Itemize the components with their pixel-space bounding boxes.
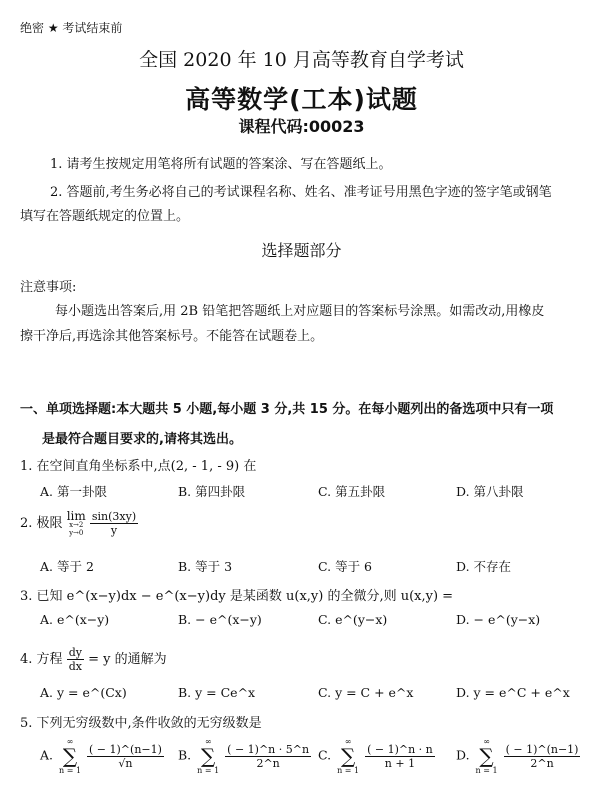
sum-upper: ∞ [483, 737, 490, 746]
fraction-numerator: dy [68, 646, 82, 659]
sum-upper: ∞ [66, 737, 74, 746]
sigma-symbol: ∞ ∑ n = 1 [59, 737, 82, 775]
sum-upper: ∞ [344, 737, 352, 746]
term-denominator: √n [118, 756, 133, 770]
q3-option-b: B. − e^(x−y) [178, 612, 262, 627]
q4-prefix: 4. 方程 [20, 652, 63, 667]
option-label: A. [40, 747, 54, 763]
limit-operator [66, 508, 86, 537]
q1-option-d: D. 第八卦限 [456, 484, 524, 499]
sum-lower: n = 1 [475, 766, 498, 775]
q2-option-b: B. 等于 3 [178, 559, 233, 574]
option-label: C. [318, 747, 332, 763]
exam-title: 全国 2020 年 10 月高等教育自学考试 [139, 49, 464, 71]
instruction-2-line2: 填写在答题纸规定的位置上。 [20, 209, 190, 224]
q4-option-a: A. y = e^(Cx) [40, 685, 127, 700]
q2-prefix: 2. 极限 [20, 516, 63, 531]
option-label: B. [178, 747, 192, 763]
series-term [87, 743, 164, 770]
series-term [504, 743, 581, 770]
notice-line2: 擦干净后,再选涂其他答案标号。不能答在试题卷上。 [20, 329, 324, 344]
series-term [365, 743, 435, 770]
question-5-stem: 5. 下列无穷级数中,条件收敛的无穷级数是 [20, 716, 262, 731]
q3-option-c: C. e^(y−x) [318, 612, 388, 627]
q2-option-c: C. 等于 6 [318, 559, 372, 574]
confidential-mark: 绝密 ★ 考试结束前 [20, 21, 123, 35]
question-2-stem [20, 510, 138, 537]
limit-sub-y: y→0 [69, 528, 84, 537]
section-title: 选择题部分 [261, 241, 342, 260]
limit-sub-x: x→2 [69, 520, 84, 529]
q4-option-b: B. y = Ce^x [178, 685, 256, 700]
sigma-symbol: ∞ ∑ n = 1 [337, 737, 360, 775]
question-4-stem [20, 646, 167, 673]
q2-option-a: A. 等于 2 [40, 559, 94, 574]
sum-lower: n = 1 [59, 766, 82, 775]
q4-option-d: D. y = e^C + e^x [456, 685, 570, 700]
option-label: D. [456, 747, 470, 763]
part1-heading-line1: 一、单项选择题:本大题共 5 小题,每小题 3 分,共 15 分。在每小题列出的备选项中只有一项 [20, 402, 554, 417]
term-denominator: 2^n [256, 756, 280, 770]
term-numerator: ( − 1)^(n−1) [89, 742, 162, 756]
sigma-symbol: ∞ ∑ n = 1 [475, 737, 498, 775]
instruction-1: 1. 请考生按规定用笔将所有试题的答案涂、写在答题纸上。 [50, 157, 392, 172]
fraction-denominator: dx [68, 660, 82, 673]
q4-option-c: C. y = C + e^x [318, 685, 414, 700]
term-numerator: ( − 1)^(n−1) [505, 742, 579, 756]
sigma-symbol: ∞ ∑ n = 1 [197, 737, 220, 775]
fraction-numerator: sin(3xy) [91, 510, 137, 523]
limit-fraction [90, 510, 138, 537]
fraction-denominator: y [110, 524, 118, 537]
course-code: 课程代码:00023 [238, 117, 365, 136]
q1-option-a: A. 第一卦限 [40, 484, 107, 499]
q5-option-d [456, 737, 580, 775]
subject-title: 高等数学(工本)试题 [185, 85, 418, 114]
derivative-fraction [67, 646, 84, 673]
q5-option-c [318, 737, 435, 775]
q4-suffix: = y 的通解为 [88, 652, 167, 667]
q3-option-a: A. e^(x−y) [40, 612, 110, 627]
term-numerator: ( − 1)^n · n [367, 742, 433, 756]
question-1-stem: 1. 在空间直角坐标系中,点(2, - 1, - 9) 在 [20, 459, 257, 474]
instruction-2-line1: 2. 答题前,考生务必将自己的考试课程名称、姓名、准考证号用黑色字迹的签字笔或钢笔 [50, 185, 552, 200]
notice-line1: 每小题选出答案后,用 2B 铅笔把答题纸上对应题目的答案标号涂黑。如需改动,用橡皮 [55, 304, 545, 319]
part1-heading-line2: 是最符合题目要求的,请将其选出。 [42, 432, 242, 447]
q1-option-c: C. 第五卦限 [318, 484, 386, 499]
term-numerator: ( − 1)^n · 5^n [227, 742, 310, 756]
term-denominator: n + 1 [384, 756, 416, 770]
sum-lower: n = 1 [197, 766, 220, 775]
q5-option-a [40, 737, 164, 775]
sum-lower: n = 1 [337, 766, 360, 775]
question-3-stem: 3. 已知 e^(x−y)dx − e^(x−y)dy 是某函数 u(x,y) 的全微分,则 u(x,y) = [20, 589, 454, 604]
q5-option-b [178, 737, 311, 775]
series-term [225, 743, 311, 770]
q2-option-d: D. 不存在 [456, 559, 512, 574]
limit-label: lim [66, 508, 86, 523]
sum-upper: ∞ [204, 737, 212, 746]
q3-option-d: D. − e^(y−x) [456, 612, 541, 627]
notice-label: 注意事项: [20, 280, 77, 295]
q1-option-b: B. 第四卦限 [178, 484, 246, 499]
term-denominator: 2^n [530, 756, 554, 770]
